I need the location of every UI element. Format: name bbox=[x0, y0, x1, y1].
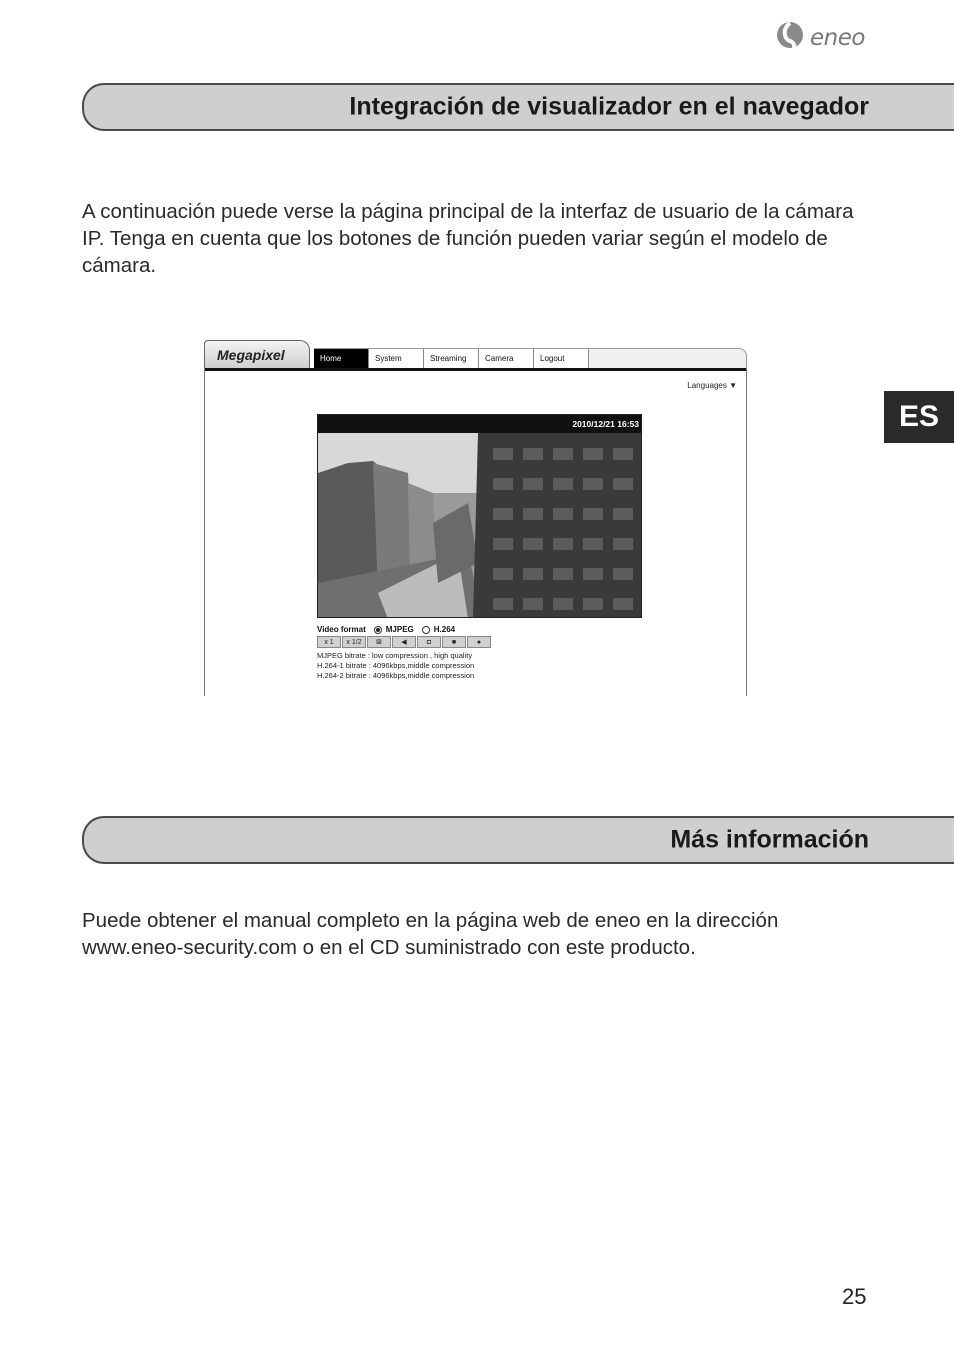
video-format-row bbox=[317, 625, 455, 634]
section-header-more-info bbox=[82, 816, 954, 864]
brand-tab bbox=[204, 340, 310, 368]
video-format-label: Video format bbox=[317, 625, 366, 634]
camera-ui-screenshot bbox=[204, 338, 747, 696]
video-title-bar bbox=[318, 415, 641, 433]
street-scene-image bbox=[318, 433, 642, 618]
video-timestamp: 2010/12/21 16:53 bbox=[572, 419, 639, 429]
section-header-integration bbox=[82, 83, 954, 131]
logo-text: eneo bbox=[810, 25, 865, 51]
bitrate-mjpeg: MJPEG bitrate : low compression , high quality bbox=[317, 651, 473, 660]
nav-tab-camera: Camera bbox=[479, 349, 534, 368]
nav-divider bbox=[204, 368, 747, 371]
nav-tab-system: System bbox=[369, 349, 424, 368]
format-radio-h264 bbox=[422, 626, 430, 634]
more-info-paragraph: Puede obtener el manual completo en la página web de eneo en la dirección www.eneo-security.com o en el CD suministrado con este producto. bbox=[82, 909, 779, 959]
frame-right bbox=[746, 368, 747, 696]
live-video-view bbox=[317, 414, 642, 618]
zoom-x1-button: x 1 bbox=[317, 636, 341, 648]
language-tab-es: ES bbox=[884, 391, 954, 443]
speaker-icon: ◀ bbox=[392, 636, 416, 648]
eneo-logo-icon bbox=[776, 19, 806, 57]
nav-tab-logout: Logout bbox=[534, 349, 589, 368]
frame-left bbox=[204, 368, 205, 696]
section-title-integration: Integración de visualizador en el navegador bbox=[349, 92, 869, 121]
record-icon: ● bbox=[467, 636, 491, 648]
section-title-more-info: Más información bbox=[670, 825, 869, 854]
nav-strip bbox=[314, 348, 747, 368]
stop-icon: ■ bbox=[442, 636, 466, 648]
zoom-half-button: x 1/2 bbox=[342, 636, 366, 648]
fullscreen-icon: ⊠ bbox=[367, 636, 391, 648]
brand-label: Megapixel bbox=[217, 346, 285, 363]
format-option-mjpeg: MJPEG bbox=[385, 625, 414, 634]
video-control-buttons bbox=[317, 636, 491, 648]
page-number: 25 bbox=[842, 1284, 867, 1309]
languages-menu: Languages ▼ bbox=[687, 381, 737, 390]
nav-tab-streaming: Streaming bbox=[424, 349, 479, 368]
nav-tab-home: Home bbox=[314, 349, 369, 368]
format-option-h264: H.264 bbox=[433, 625, 456, 634]
intro-paragraph: A continuación puede verse la página principal de la interfaz de usuario de la cámara IP. Tenga en cuenta que los botones de función pueden variar según el modelo de cámara. bbox=[82, 200, 854, 277]
bitrate-h264-1: H.264-1 bitrate : 4096kbps,middle compression bbox=[317, 661, 475, 670]
format-radio-mjpeg bbox=[374, 626, 382, 634]
snapshot-camera-icon: ◘ bbox=[417, 636, 441, 648]
bitrate-h264-2: H.264-2 bitrate : 4096kbps,middle compression bbox=[317, 671, 475, 680]
eneo-logo bbox=[776, 18, 886, 58]
bitrate-info bbox=[317, 651, 474, 681]
